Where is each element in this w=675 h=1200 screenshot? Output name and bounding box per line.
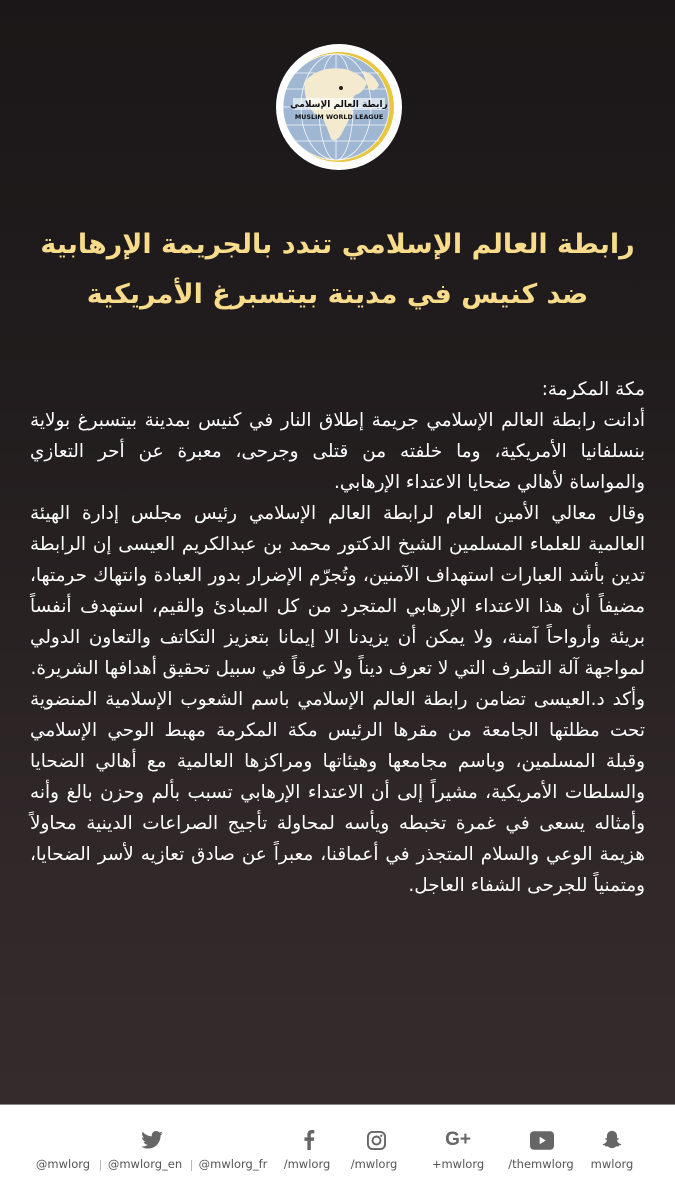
twitter-handle-ar[interactable]: @mwlorg — [35, 1157, 91, 1171]
twitter-handle-fr[interactable]: @mwlorg_fr — [198, 1157, 268, 1171]
headline-line-2: ضد كنيس في مدينة بيتسبرغ الأمريكية — [86, 279, 589, 310]
logo-english-text: MUSLIM WORLD LEAGUE — [294, 113, 384, 121]
google-plus-handle[interactable]: +mwlorg — [431, 1157, 485, 1171]
facebook-icon[interactable] — [297, 1128, 321, 1152]
instagram-handle[interactable]: /mwlorg — [350, 1157, 398, 1171]
article-paragraph: أدانت رابطة العالم الإسلامي جريمة إطلاق النار في كنيس بمدينة بيتسبرغ بولاية بنسلفانيا الأمريكية، وما خلفته من قتلى وجرحى، معبرة عن أحر التعازي والمواساة لأهالي ضحايا الاعتداء الإرهابي. — [30, 410, 645, 493]
facebook-handle[interactable]: /mwlorg — [283, 1157, 331, 1171]
youtube-icon[interactable] — [530, 1128, 554, 1152]
separator — [100, 1160, 101, 1171]
separator — [191, 1160, 192, 1171]
muslim-world-league-logo — [275, 43, 403, 171]
article-paragraph: وقال معالي الأمين العام لرابطة العالم الإسلامي رئيس مجلس إدارة الهيئة العالمية للعلماء المسلمين الشيخ الدكتور محمد بن عبدالكريم العيسى إن الرابطة تدين بأشد العبارات استهداف الآمنين، وتُجرّم الإضرار بدور العبادة وانتهاك حرمتها، مضيفاً أن هذا الاعتداء الإرهابي المتجرد من كل المبادئ والقيم، استهدف أنفساً بريئة وأرواحاً آمنة، ولا يمكن أن يزيدنا الا إيمانا بتعزيز التكاتف والتعاون الدولي لمواجهة آلة التطرف التي لا تعرف ديناً ولا عرقاً في سبيل تحقيق أهدافها الشريرة. — [30, 503, 645, 679]
twitter-handle-en[interactable]: @mwlorg_en — [107, 1157, 183, 1171]
google-plus-icon[interactable] — [442, 1128, 474, 1152]
logo-arabic-text: رابطة العالم الإسلامي — [290, 100, 388, 110]
snapchat-icon[interactable] — [600, 1128, 624, 1152]
instagram-icon[interactable] — [364, 1128, 388, 1152]
dateline: مكة المكرمة: — [541, 379, 645, 400]
twitter-icon[interactable] — [140, 1128, 164, 1152]
article-paragraph: وأكد د.العيسى تضامن رابطة العالم الإسلامي باسم الشعوب الإسلامية المنضوية تحت مظلتها الجامعة من مقرها الرئيس مكة المكرمة مهبط الوحي الإسلامي وقبلة المسلمين، وباسم مجامعها وهيئاتها ومراكزها العالمية مع أهالي الضحايا والسلطات الأمريكية، مشيراً إلى أن الاعتداء الإرهابي تسبب بألم وحزن بالغ وأنه وأمثاله يسعى في غمرة تخبطه ويأسه لمحاولة تأجيج الصراعات الدينية محاولاً هزيمة الوعي والسلام المتجذر في أعماقنا، معبراً عن صادق تعازيه لأسر الضحايا، ومتمنياً للجرحى الشفاء العاجل. — [30, 689, 645, 896]
youtube-handle[interactable]: /themwlorg — [508, 1157, 574, 1171]
social-footer — [0, 1105, 675, 1200]
snapchat-handle[interactable]: mwlorg — [590, 1157, 634, 1171]
article-body — [30, 374, 645, 901]
headline-line-1: رابطة العالم الإسلامي تندد بالجريمة الإرهابية — [40, 229, 635, 260]
headline — [30, 220, 645, 320]
google-plus-glyph: G+ — [445, 1129, 471, 1150]
